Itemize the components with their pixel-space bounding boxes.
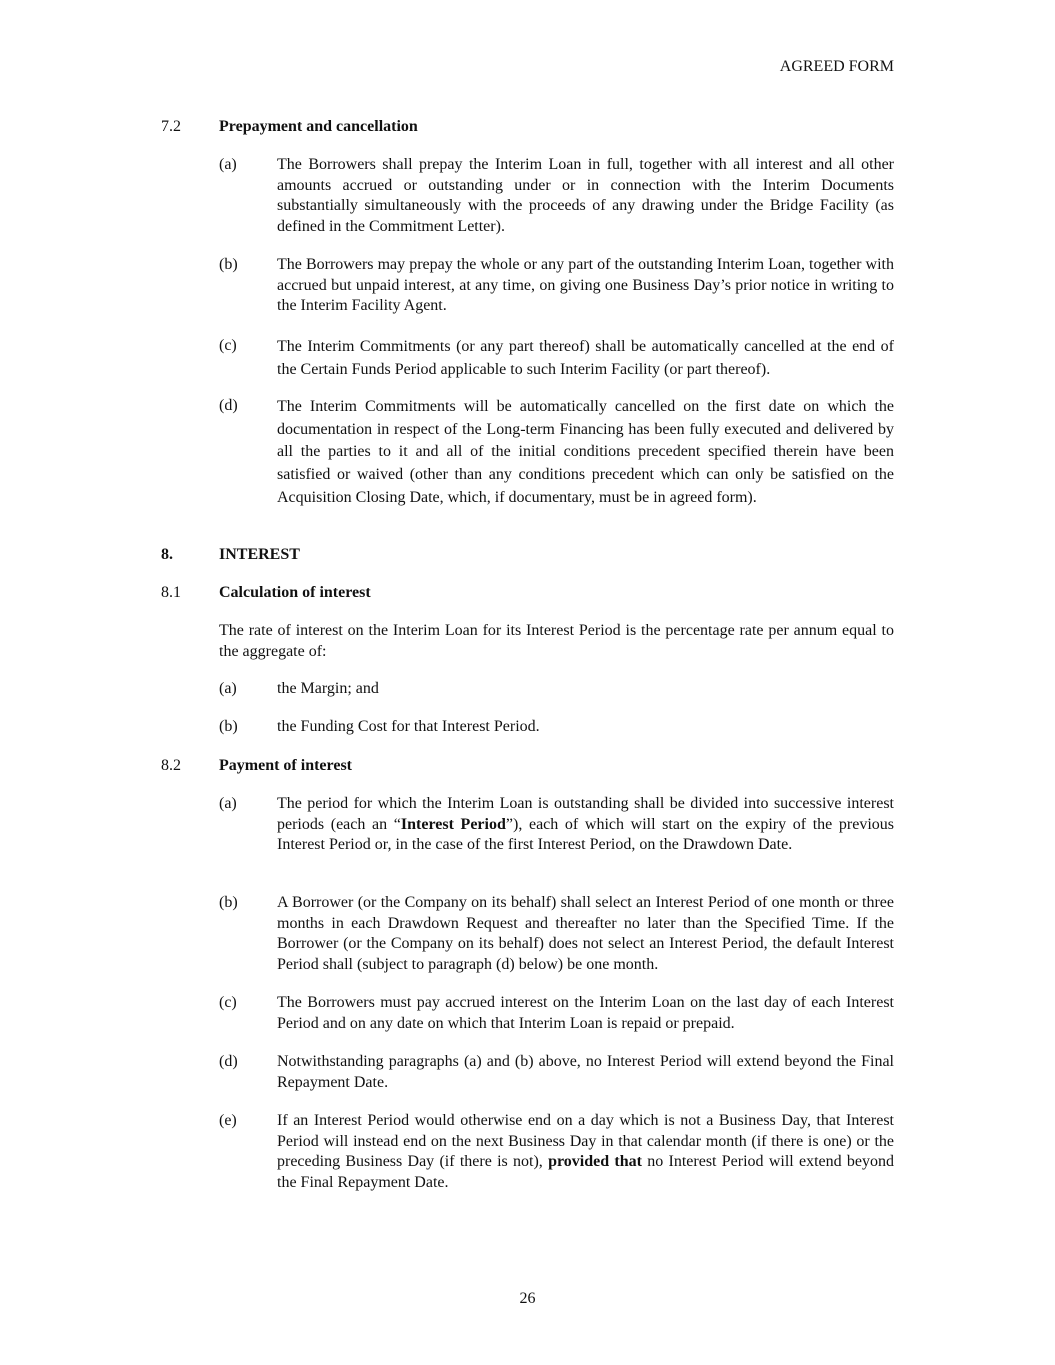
clause-label: (c) <box>219 994 237 1011</box>
clause-text: the Funding Cost for that Interest Period. <box>277 718 540 735</box>
clause-8-2-a <box>219 794 894 856</box>
section-title: INTEREST <box>219 546 300 563</box>
section-title: Prepayment and cancellation <box>219 118 418 135</box>
clause-text: The Borrowers may prepay the whole or any part of the outstanding Interim Loan, together with accrued but unpaid interest, at any time, on giving one Business Day’s prior notice in writing to the Interim Facility Agent. <box>277 256 894 314</box>
clause-label: (b) <box>219 256 238 273</box>
clause-text <box>277 794 894 856</box>
section-title: Payment of interest <box>219 757 352 774</box>
clause-label: (b) <box>219 894 238 911</box>
clause-text-end: ”), each of which will start on the expiry of the previous Interest Period or, in the case of the first Interest Period, on the Drawdown Date. <box>277 815 895 853</box>
clause-text-start: If an Interest Period would otherwise end on a day which is not a Business Day, that Interest Period will instead end on the next Business Day in that calendar month (if there is one) or the preceding Business Day (if there is not), <box>277 1112 894 1170</box>
section-number: 7.2 <box>161 118 181 135</box>
clause-text-start: The period for which the Interim Loan is outstanding shall be divided into successive interest periods (each an “ <box>277 795 894 833</box>
section-number: 8.1 <box>161 584 181 601</box>
clause-label: (a) <box>219 156 237 173</box>
section-8-1-heading <box>161 583 894 605</box>
clause-7-2-c <box>219 336 894 381</box>
clause-8-2-b <box>219 893 894 975</box>
clause-text <box>277 1111 894 1193</box>
clause-text: the Margin; and <box>277 680 379 697</box>
section-number: 8.2 <box>161 757 181 774</box>
clause-7-2-a <box>219 155 894 237</box>
clause-label: (d) <box>219 1053 238 1070</box>
header-agreed-form: AGREED FORM <box>779 58 894 75</box>
clause-label: (e) <box>219 1112 237 1129</box>
clause-label: (c) <box>219 337 237 354</box>
section-7-2-heading <box>161 117 894 139</box>
clause-text: The Interim Commitments will be automatically cancelled on the first date on which the documentation in respect of the Long-term Financing has been fully executed and delivered by all the parties to it and all of the initial conditions precedent specified therein have been satisfied or waived (other than any conditions precedent which can only be satisfied on the Acquisition Closing Date, which, if documentary, must be in agreed form). <box>277 398 894 506</box>
clause-label: (a) <box>219 680 237 697</box>
clause-8-2-d <box>219 1052 894 1093</box>
clause-8-1-a <box>219 679 894 700</box>
clause-text-end: no Interest Period will extend beyond the Final Repayment Date. <box>277 1153 895 1191</box>
clause-7-2-b <box>219 255 894 317</box>
section-number: 8. <box>161 546 173 563</box>
clause-8-1-b <box>219 717 894 738</box>
page-number: 26 <box>519 1290 536 1307</box>
bold-phrase-provided-that: provided that <box>548 1153 642 1170</box>
clause-label: (a) <box>219 795 237 812</box>
section-8-heading <box>161 545 894 567</box>
clause-8-2-c <box>219 993 894 1034</box>
defined-term-interest-period: Interest Period <box>400 815 506 833</box>
clause-label: (b) <box>219 718 238 735</box>
clause-text: The Borrowers shall prepay the Interim Loan in full, together with all interest and all other amounts accrued or outstanding under or in connection with the Interim Documents substantially simultaneously with the proceeds of any drawing under the Bridge Facility (as defined in the Commitment Letter). <box>277 156 894 235</box>
clause-7-2-d <box>219 396 894 510</box>
clause-text: The Interim Commitments (or any part thereof) shall be automatically cancelled at the end of the Certain Funds Period applicable to such Interim Facility (or part thereof). <box>277 338 894 378</box>
clause-text: Notwithstanding paragraphs (a) and (b) above, no Interest Period will extend beyond the Final Repayment Date. <box>277 1053 894 1091</box>
clause-text: The Borrowers must pay accrued interest on the Interim Loan on the last day of each Interest Period and on any date on which that Interim Loan is repaid or prepaid. <box>277 994 894 1032</box>
section-8-1-intro: The rate of interest on the Interim Loan for its Interest Period is the percentage rate per annum equal to the aggregate of: <box>219 622 894 660</box>
section-title: Calculation of interest <box>219 584 371 601</box>
clause-text: A Borrower (or the Company on its behalf) shall select an Interest Period of one month or three months in each Drawdown Request and thereafter no later than the Specified Time. If the Borrower (or the Company on its behalf) does not select an Interest Period, the default Interest Period shall (subject to paragraph (d) below) be one month. <box>277 894 894 973</box>
clause-label: (d) <box>219 397 238 414</box>
clause-8-2-e <box>219 1111 894 1193</box>
section-8-2-heading <box>161 756 894 778</box>
